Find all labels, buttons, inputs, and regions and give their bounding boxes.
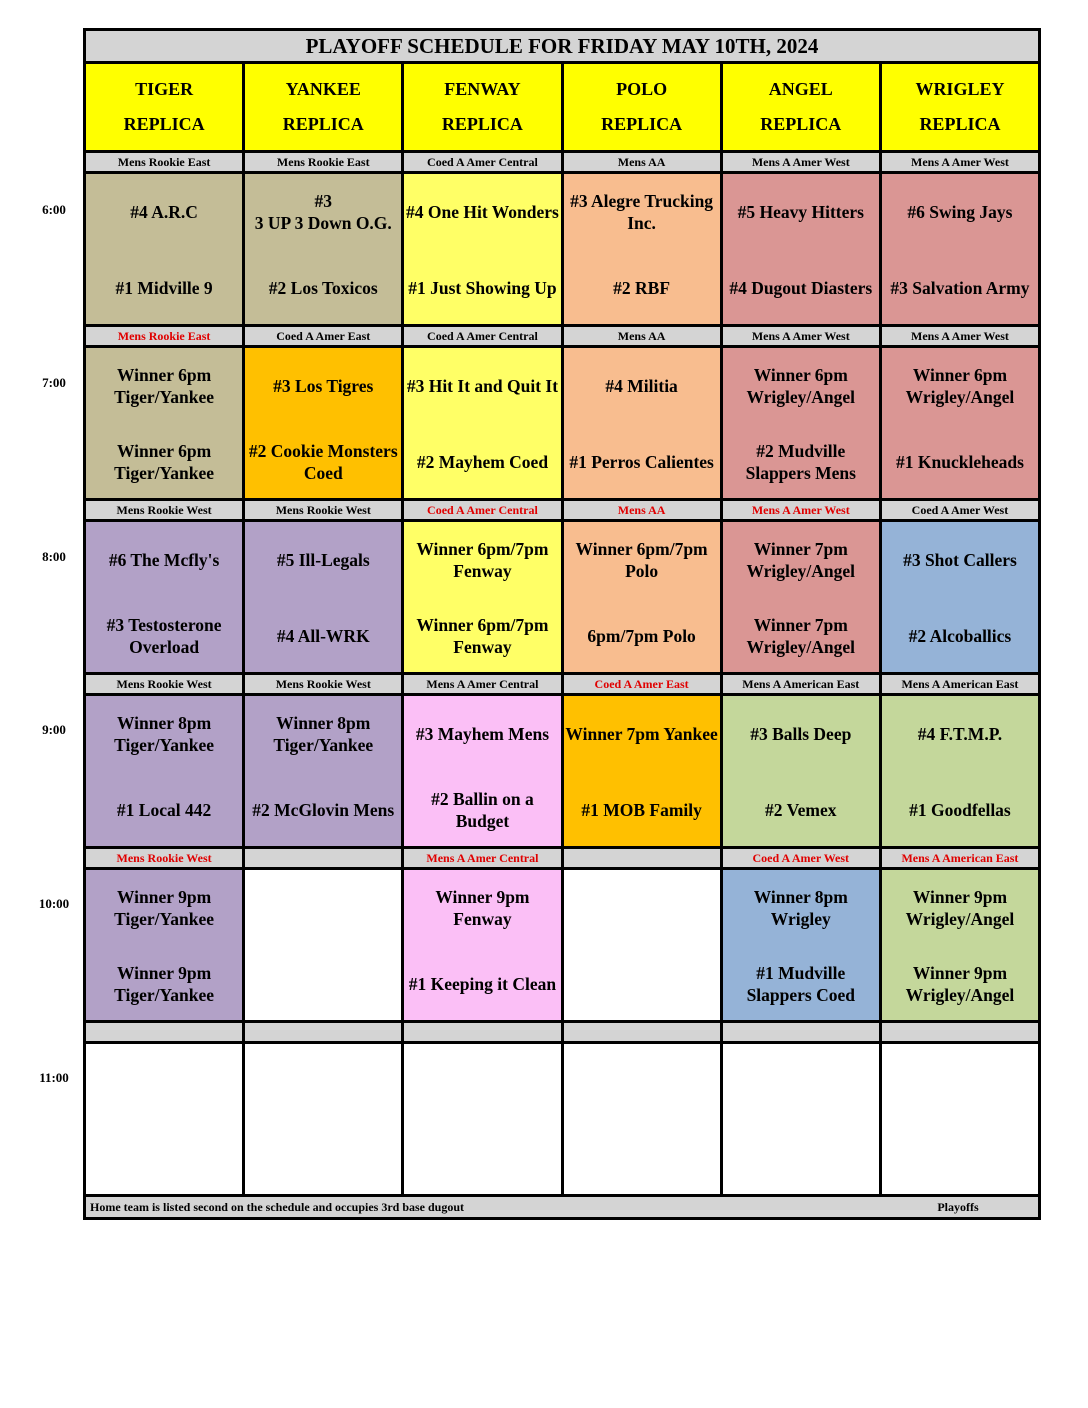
away-team (882, 1059, 1038, 1105)
away-team-name: Winner 9pm Wrigley/Angel (905, 887, 1015, 929)
home-team-name: #1 MOB Family (581, 800, 702, 820)
game-row (86, 696, 1038, 849)
division-label (564, 849, 723, 867)
home-team (564, 1135, 720, 1181)
division-label: Coed A Amer West (723, 849, 882, 867)
home-team-note: Home team is listed second on the schedule and occupies 3rd base dugout (90, 1200, 465, 1214)
home-team (404, 613, 560, 659)
away-team-name: #3 Hit It and Quit It (406, 376, 559, 396)
home-team-name: #2 McGlovin Mens (252, 800, 395, 820)
home-team (723, 265, 879, 311)
home-team (245, 613, 401, 659)
field-header (86, 64, 245, 150)
game-cell (404, 522, 563, 672)
home-team-name: #4 All-WRK (276, 626, 370, 646)
away-team (404, 189, 560, 235)
game-cell (245, 870, 404, 1020)
time-label: 11:00 (39, 1070, 69, 1085)
home-team (564, 787, 720, 833)
home-team (245, 439, 401, 485)
game-cell (404, 174, 563, 324)
field-name: POLO (616, 79, 668, 99)
away-team-name: #6 Swing Jays (907, 202, 1013, 222)
game-cell (882, 870, 1038, 1020)
game-cell (723, 870, 882, 1020)
field-subtitle: REPLICA (282, 114, 364, 134)
home-team-name: #1 Perros Calientes (569, 452, 714, 472)
home-team-name: #2 Vemex (765, 800, 837, 820)
home-team (564, 265, 720, 311)
away-team-name: Winner 7pm Yankee (565, 724, 718, 744)
away-team-name: #5 Heavy Hitters (737, 202, 864, 222)
division-label: Coed A Amer East (564, 675, 723, 693)
division-label: Mens Rookie West (245, 675, 404, 693)
division-label-row (86, 501, 1038, 522)
game-cell (86, 174, 245, 324)
field-header-row (86, 64, 1038, 153)
division-label: Mens A Amer West (723, 501, 882, 519)
division-label: Mens A Amer Central (404, 675, 563, 693)
playoffs-tag: Playoffs (937, 1200, 979, 1214)
game-cell (723, 696, 882, 846)
division-label: Mens Rookie East (245, 153, 404, 171)
game-cell (404, 348, 563, 498)
away-team-name: #3 3 UP 3 Down O.G. (254, 191, 392, 233)
field-header (404, 64, 563, 150)
division-label (404, 1023, 563, 1041)
away-team-name: Winner 8pm Tiger/Yankee (114, 713, 214, 755)
division-label: Mens AA (564, 327, 723, 345)
division-label (723, 1023, 882, 1041)
division-label: Mens Rookie East (86, 327, 245, 345)
field-subtitle: REPLICA (919, 114, 1001, 134)
field-subtitle: REPLICA (123, 114, 205, 134)
home-team-name: Winner 7pm Wrigley/Angel (746, 615, 856, 657)
home-team (404, 1135, 560, 1181)
home-team (245, 787, 401, 833)
field-subtitle: REPLICA (760, 114, 842, 134)
away-team (86, 711, 242, 757)
home-team (245, 1135, 401, 1181)
away-team-name: Winner 6pm Tiger/Yankee (114, 365, 214, 407)
away-team (723, 189, 879, 235)
away-team (882, 711, 1038, 757)
division-label: Coed A Amer Central (404, 153, 563, 171)
division-label-row (86, 327, 1038, 348)
game-cell (404, 1044, 563, 1194)
division-label: Mens A American East (723, 675, 882, 693)
division-label-row (86, 849, 1038, 870)
home-team (86, 439, 242, 485)
away-team (245, 537, 401, 583)
division-label: Mens A American East (882, 849, 1038, 867)
home-team-name: Winner 9pm Wrigley/Angel (905, 963, 1015, 1005)
home-team (723, 787, 879, 833)
away-team (86, 1059, 242, 1105)
away-team (245, 189, 401, 235)
game-row (86, 870, 1038, 1023)
division-label: Mens A Amer West (882, 327, 1038, 345)
home-team (404, 787, 560, 833)
game-cell (564, 696, 723, 846)
game-cell (86, 870, 245, 1020)
home-team-name: #4 Dugout Diasters (729, 278, 873, 298)
home-team (882, 787, 1038, 833)
field-name: TIGER (135, 79, 194, 99)
field-name: YANKEE (285, 79, 361, 99)
time-label: 7:00 (42, 375, 66, 390)
away-team-name: Winner 6pm/7pm Polo (575, 539, 708, 581)
game-cell (86, 522, 245, 672)
away-team-name: #5 Ill-Legals (276, 550, 370, 570)
away-team-name: #4 F.T.M.P. (917, 724, 1003, 744)
away-team (882, 537, 1038, 583)
home-team (86, 1135, 242, 1181)
home-team (404, 961, 560, 1007)
division-label: Mens A Amer Central (404, 849, 563, 867)
game-cell (723, 174, 882, 324)
home-team-name: 6pm/7pm Polo (587, 626, 696, 646)
away-team (723, 537, 879, 583)
time-slot-block (86, 501, 1038, 675)
division-label: Mens A Amer West (723, 153, 882, 171)
game-cell (564, 522, 723, 672)
game-cell (564, 348, 723, 498)
division-label-row (86, 153, 1038, 174)
field-header (245, 64, 404, 150)
away-team (404, 537, 560, 583)
away-team (723, 885, 879, 931)
home-team-name: #1 Mudville Slappers Coed (746, 963, 855, 1005)
division-label: Mens A Amer West (882, 153, 1038, 171)
away-team (404, 885, 560, 931)
game-row (86, 522, 1038, 675)
division-label-row (86, 1023, 1038, 1044)
home-team-name: Winner 9pm Tiger/Yankee (114, 963, 214, 1005)
field-name: FENWAY (444, 79, 521, 99)
game-cell (564, 174, 723, 324)
home-team (723, 961, 879, 1007)
time-slot-block (86, 327, 1038, 501)
field-name: WRIGLEY (915, 79, 1005, 99)
time-slot-block (86, 675, 1038, 849)
home-team (882, 1135, 1038, 1181)
away-team (564, 189, 720, 235)
home-team-name: #2 Mudville Slappers Mens (745, 441, 856, 483)
division-label: Mens Rookie West (86, 501, 245, 519)
time-slot-block (86, 153, 1038, 327)
away-team-name: #4 A.R.C (130, 202, 198, 222)
division-label: Mens Rookie West (245, 501, 404, 519)
schedule-footer (86, 1197, 1038, 1217)
game-cell (882, 522, 1038, 672)
time-slot-block (86, 849, 1038, 1023)
game-cell (404, 870, 563, 1020)
home-team (882, 265, 1038, 311)
division-label (245, 849, 404, 867)
away-team-name: Winner 8pm Wrigley (753, 887, 848, 929)
home-team (723, 1135, 879, 1181)
home-team-name: #2 Los Toxicos (268, 278, 378, 298)
game-cell (245, 1044, 404, 1194)
home-team-name: #2 Mayhem Coed (416, 452, 549, 472)
game-cell (245, 174, 404, 324)
away-team-name: Winner 9pm Tiger/Yankee (114, 887, 214, 929)
game-cell (723, 522, 882, 672)
away-team (245, 1059, 401, 1105)
home-team-name: #1 Midville 9 (115, 278, 213, 298)
time-label: 9:00 (42, 722, 66, 737)
home-team (86, 787, 242, 833)
game-cell (882, 174, 1038, 324)
home-team (86, 265, 242, 311)
away-team (86, 189, 242, 235)
away-team (245, 711, 401, 757)
game-cell (882, 348, 1038, 498)
away-team-name: #3 Los Tigres (273, 376, 374, 396)
time-slot-block (86, 1023, 1038, 1197)
game-row (86, 348, 1038, 501)
division-label: Mens Rookie West (86, 675, 245, 693)
away-team (564, 537, 720, 583)
game-cell (882, 696, 1038, 846)
field-header (882, 64, 1038, 150)
time-label: 6:00 (42, 202, 66, 217)
home-team (404, 265, 560, 311)
division-label: Mens Rookie West (86, 849, 245, 867)
home-team-name: #1 Goodfellas (909, 800, 1011, 820)
away-team (86, 537, 242, 583)
schedule-table (83, 28, 1041, 1220)
away-team (564, 885, 720, 931)
game-cell (723, 348, 882, 498)
time-label: 8:00 (42, 549, 66, 564)
home-team-name: #2 Alcoballics (908, 626, 1012, 646)
game-cell (245, 696, 404, 846)
home-team (564, 613, 720, 659)
field-name: ANGEL (768, 79, 833, 99)
time-label: 10:00 (38, 896, 70, 911)
division-label: Mens AA (564, 153, 723, 171)
division-label: Coed A Amer Central (404, 501, 563, 519)
home-team-name: #1 Local 442 (116, 800, 212, 820)
home-team-name: #1 Just Showing Up (408, 278, 557, 298)
home-team-name: Winner 6pm/7pm Fenway (416, 615, 549, 657)
home-team-name: #1 Keeping it Clean (408, 974, 557, 994)
home-team (882, 439, 1038, 485)
away-team-name: #4 One Hit Wonders (406, 202, 559, 222)
division-label (882, 1023, 1038, 1041)
away-team (404, 711, 560, 757)
away-team (882, 189, 1038, 235)
field-header (564, 64, 723, 150)
away-team-name: Winner 8pm Tiger/Yankee (273, 713, 374, 755)
away-team (882, 363, 1038, 409)
game-cell (245, 348, 404, 498)
home-team-name: #2 RBF (613, 278, 671, 298)
away-team-name: Winner 6pm Wrigley/Angel (905, 365, 1015, 407)
home-team-name: #3 Salvation Army (890, 278, 1030, 298)
away-team-name: Winner 6pm Wrigley/Angel (746, 365, 856, 407)
away-team-name: #3 Alegre Trucking Inc. (570, 191, 714, 233)
division-label: Coed A Amer Central (404, 327, 563, 345)
home-team-name: #3 Testosterone Overload (106, 615, 222, 657)
home-team (564, 439, 720, 485)
away-team-name: #6 The Mcfly's (108, 550, 220, 570)
game-cell (245, 522, 404, 672)
field-subtitle: REPLICA (441, 114, 523, 134)
home-team (86, 613, 242, 659)
game-cell (86, 1044, 245, 1194)
away-team (245, 885, 401, 931)
division-label: Mens A Amer West (723, 327, 882, 345)
game-cell (86, 696, 245, 846)
home-team (245, 265, 401, 311)
game-row (86, 1044, 1038, 1197)
away-team (723, 711, 879, 757)
schedule-title: PLAYOFF SCHEDULE FOR FRIDAY MAY 10TH, 2024 (86, 31, 1038, 64)
away-team (86, 885, 242, 931)
away-team-name: #4 Militia (605, 376, 678, 396)
division-label: Mens A American East (882, 675, 1038, 693)
home-team (723, 613, 879, 659)
home-team-name: Winner 6pm Tiger/Yankee (114, 441, 214, 483)
away-team-name: #3 Balls Deep (750, 724, 852, 744)
division-label: Coed A Amer East (245, 327, 404, 345)
division-label (245, 1023, 404, 1041)
game-cell (564, 1044, 723, 1194)
division-label: Mens AA (564, 501, 723, 519)
home-team (564, 961, 720, 1007)
division-label: Mens Rookie East (86, 153, 245, 171)
away-team-name: #3 Mayhem Mens (415, 724, 550, 744)
away-team (86, 363, 242, 409)
home-team (723, 439, 879, 485)
home-team-name: #2 Cookie Monsters Coed (248, 441, 398, 483)
game-cell (404, 696, 563, 846)
home-team (86, 961, 242, 1007)
time-slots (86, 153, 1038, 1197)
away-team (723, 363, 879, 409)
away-team (564, 1059, 720, 1105)
away-team (404, 363, 560, 409)
away-team (404, 1059, 560, 1105)
away-team (245, 363, 401, 409)
home-team (404, 439, 560, 485)
home-team-name: #1 Knuckleheads (896, 452, 1024, 472)
game-cell (564, 870, 723, 1020)
game-cell (723, 1044, 882, 1194)
away-team-name: Winner 7pm Wrigley/Angel (746, 539, 856, 581)
game-cell (882, 1044, 1038, 1194)
home-team (245, 961, 401, 1007)
game-cell (86, 348, 245, 498)
field-subtitle: REPLICA (601, 114, 683, 134)
division-label-row (86, 675, 1038, 696)
division-label (86, 1023, 245, 1041)
division-label (564, 1023, 723, 1041)
away-team (882, 885, 1038, 931)
home-team (882, 613, 1038, 659)
home-team (882, 961, 1038, 1007)
away-team-name: Winner 6pm/7pm Fenway (416, 539, 549, 581)
away-team (564, 363, 720, 409)
away-team-name: Winner 9pm Fenway (435, 887, 530, 929)
away-team-name: #3 Shot Callers (903, 550, 1017, 570)
division-label: Coed A Amer West (882, 501, 1038, 519)
home-team-name: #2 Ballin on a Budget (431, 789, 534, 831)
game-row (86, 174, 1038, 327)
away-team (723, 1059, 879, 1105)
field-header (723, 64, 882, 150)
away-team (564, 711, 720, 757)
